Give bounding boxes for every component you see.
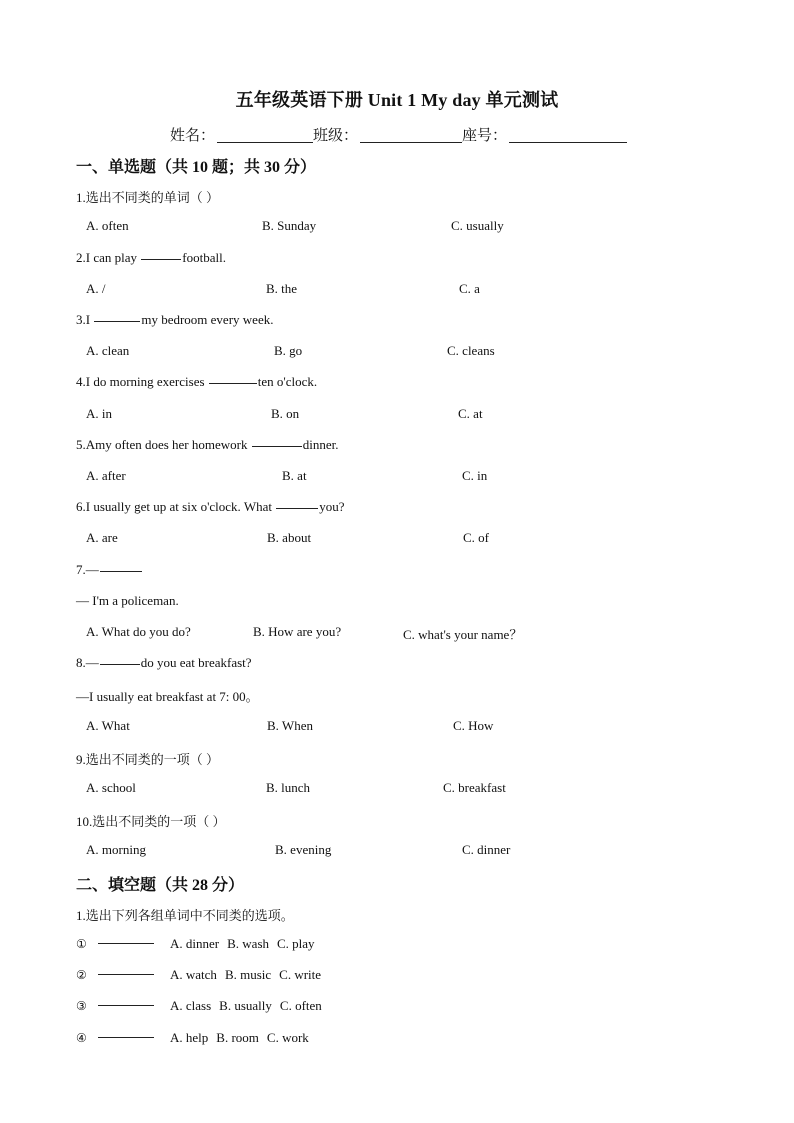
choice-c: C. write: [279, 967, 322, 982]
option-c[interactable]: C. of: [463, 530, 489, 545]
name-field[interactable]: [217, 142, 313, 143]
option-b[interactable]: B. about: [267, 530, 312, 545]
question-stem: [76, 562, 143, 578]
stem-text: 8.—: [76, 655, 99, 670]
fill-in-item: [76, 967, 329, 983]
option-a[interactable]: A. clean: [86, 343, 130, 358]
stem-text: my bedroom every week.: [141, 312, 274, 327]
option-b[interactable]: B. go: [274, 343, 303, 358]
option-c[interactable]: C. in: [462, 468, 488, 483]
item-number: ①: [76, 937, 87, 951]
option-c[interactable]: C. usually: [451, 218, 504, 233]
option-b[interactable]: B. lunch: [266, 780, 311, 795]
dialogue-line: —I usually eat breakfast at 7: 00。: [76, 689, 259, 704]
item-number: ④: [76, 1031, 87, 1045]
answer-blank[interactable]: [252, 446, 302, 447]
answer-blank[interactable]: [276, 508, 318, 509]
option-c[interactable]: C. a: [459, 281, 480, 296]
option-a[interactable]: A. morning: [86, 842, 146, 857]
answer-blank[interactable]: [94, 321, 140, 322]
choice-b: B. room: [216, 1030, 259, 1045]
question-stem: [76, 499, 345, 515]
option-b[interactable]: B. at: [282, 468, 307, 483]
stem-text: you?: [319, 499, 345, 514]
stem-text: 7.—: [76, 562, 99, 577]
choice-c: C. work: [266, 1030, 309, 1045]
stem-text: dinner.: [302, 437, 339, 452]
option-b[interactable]: B. Sunday: [262, 218, 317, 233]
option-b[interactable]: B. on: [271, 406, 300, 421]
stem-text: 5.Amy often does her homework: [76, 437, 251, 452]
option-a[interactable]: A. after: [86, 468, 126, 483]
name-label: 姓名：: [170, 128, 216, 144]
page-title: 五年级英语下册 Unit 1 My day 单元测试: [235, 90, 559, 110]
option-c[interactable]: C. cleans: [447, 343, 495, 358]
choice-c: C. play: [277, 936, 315, 951]
question-stem: [76, 374, 317, 390]
answer-blank[interactable]: [209, 383, 257, 384]
choice-b: B. music: [224, 967, 272, 982]
answer-blank[interactable]: [100, 664, 140, 665]
option-c[interactable]: C. breakfast: [443, 780, 506, 795]
option-a[interactable]: A. school: [86, 780, 136, 795]
choice-a: A. watch: [170, 967, 217, 982]
option-a[interactable]: A. are: [86, 530, 118, 545]
fill-in-instructions: 1.选出下列各组单词中不同类的选项。: [76, 908, 294, 923]
answer-blank[interactable]: [98, 1005, 154, 1006]
option-a[interactable]: A. /: [86, 281, 106, 296]
stem-text: 6.I usually get up at six o'clock. What: [76, 499, 276, 514]
question-stem: [76, 655, 252, 671]
answer-blank[interactable]: [98, 943, 154, 944]
stem-text: 3.I: [76, 312, 94, 327]
option-b[interactable]: B. evening: [275, 842, 332, 857]
question-stem: [76, 437, 339, 453]
choice-b: B. wash: [227, 936, 269, 951]
question-stem: [76, 250, 226, 266]
answer-blank[interactable]: [141, 259, 181, 260]
stem-text: do you eat breakfast?: [140, 655, 252, 670]
seat-field[interactable]: [509, 142, 627, 143]
section-title-fill-in: 二、填空题（共 28 分）: [76, 877, 245, 894]
dialogue-line: — I'm a policeman.: [76, 593, 179, 608]
answer-blank[interactable]: [98, 974, 154, 975]
stem-text: 2.I can play: [76, 250, 141, 265]
fill-in-item: [76, 1030, 317, 1046]
option-c[interactable]: C. what's your name？: [403, 627, 523, 642]
option-b[interactable]: B. the: [266, 281, 298, 296]
student-info-line: [170, 124, 627, 145]
stem-text: football.: [182, 250, 226, 265]
choice-b: B. usually: [219, 998, 272, 1013]
stem-text: 4.I do morning exercises: [76, 374, 208, 389]
option-c[interactable]: C. dinner: [462, 842, 511, 857]
question-stem: 1.选出不同类的单词（ ）: [76, 190, 220, 205]
question-stem: 9.选出不同类的一项（ ）: [76, 752, 220, 767]
item-number: ②: [76, 968, 87, 982]
answer-blank[interactable]: [100, 571, 142, 572]
option-a[interactable]: A. in: [86, 406, 112, 421]
option-a[interactable]: A. What do you do?: [86, 624, 191, 639]
section-title-single-choice: 一、单选题（共 10 题；共 30 分）: [76, 159, 317, 176]
choice-c: C. often: [279, 998, 322, 1013]
option-a[interactable]: A. often: [86, 218, 129, 233]
item-number: ③: [76, 999, 87, 1013]
option-c[interactable]: C. at: [458, 406, 483, 421]
option-b[interactable]: B. How are you?: [253, 624, 342, 639]
option-c[interactable]: C. How: [453, 718, 494, 733]
option-b[interactable]: B. When: [267, 718, 313, 733]
class-field[interactable]: [360, 142, 462, 143]
choice-a: A. dinner: [170, 936, 220, 951]
question-stem: 10.选出不同类的一项（ ）: [76, 814, 226, 829]
option-a[interactable]: A. What: [86, 718, 130, 733]
question-stem: [76, 312, 273, 328]
stem-text: ten o'clock.: [257, 374, 318, 389]
class-label: 班级：: [313, 128, 359, 144]
choice-a: A. help: [170, 1030, 209, 1045]
seat-label: 座号：: [462, 128, 508, 144]
answer-blank[interactable]: [98, 1037, 154, 1038]
fill-in-item: [76, 936, 323, 952]
choice-a: A. class: [170, 998, 212, 1013]
fill-in-item: [76, 998, 330, 1014]
